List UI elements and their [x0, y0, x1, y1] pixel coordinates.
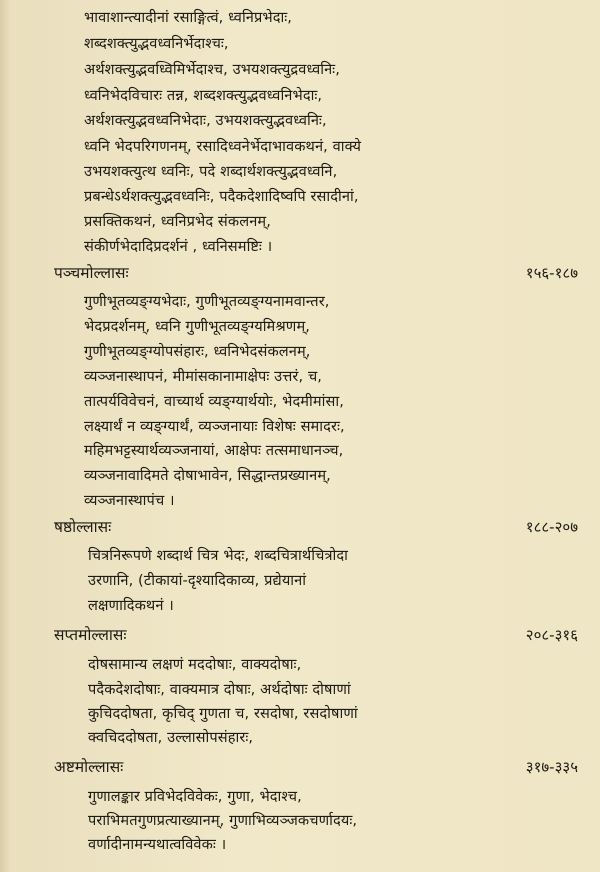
text-line: महिमभट्टस्यार्थव्यञ्जनायां, आक्षेपः तत्समाधानञ्च, [84, 442, 344, 459]
section-title: षष्ठोल्लासः [54, 518, 112, 536]
text-line: प्रसक्तिकथनं, ध्वनिप्रभेद संकलनम्, [84, 213, 271, 230]
text-line: प्रबन्धेऽर्थशक्त्युद्भवध्वनिः, पदैकदेशादिष्वपि रसादीनां, [84, 188, 359, 205]
text-line: अर्थशक्त्युद्भवध्वनिभेदाः, उभयशक्त्युद्भवध्वनिः, [84, 112, 327, 129]
text-line: उभयशक्त्युत्थ ध्वनिः, पदे शब्दार्थशक्त्युद्भवध्वनि, [84, 163, 338, 180]
section-title: सप्तमोल्लासः [54, 626, 127, 644]
page-range: १८८-२०७ [525, 518, 578, 536]
text-line: दोषसामान्य लक्षणं मददोषाः, वाक्यदोषाः, [88, 656, 302, 673]
page-range: ३१७-३३५ [525, 758, 578, 776]
section-title: अष्टमोल्लासः [54, 758, 124, 776]
page-range: १५६-१८७ [525, 264, 578, 282]
text-line: गुणीभूतव्यङ्ग्यभेदाः, गुणीभूतव्यङ्ग्यनामवान्तर, [84, 293, 330, 310]
text-line: उरणानि, (टीकायां-दृश्यादिकाव्य, प्रद्येयानां [88, 572, 307, 589]
text-line: पराभिमतगुणप्रत्याख्यानम्, गुणाभिव्यञ्जकचर्णादयः, [88, 812, 358, 829]
text-line: भावाशान्त्यादीनां रसाङ्गित्वं, ध्वनिप्रभेदाः, [84, 9, 293, 26]
text-line: व्यञ्जनास्थापंच । [84, 492, 175, 509]
text-line: तात्पर्यविवेचनं, वाच्यार्थ व्यङ्ग्यार्थयोः, भेदमीमांसा, [84, 393, 344, 410]
text-line: लक्ष्यार्थं न व्यङ्ग्यार्थं, व्यञ्जनायाः विशेषः समादरः, [84, 418, 345, 435]
page-range: २०८-३१६ [525, 626, 578, 644]
text-line: ध्वनि भेदपरिगणनम्, रसादिध्वनेर्भेदाभावकथनं, वाक्ये [84, 138, 362, 155]
text-line: शब्दशक्त्युद्भवध्वनिर्भेदाश्चः, [84, 35, 229, 52]
text-line: वर्णादीनामन्यथात्वविवेकः । [88, 836, 227, 853]
text-line: कुचिददोषता, कृचिद् गुणता च, रसदोषा, रसदोषाणां [88, 705, 358, 722]
text-line: व्यञ्जनास्थापनं, मीमांसकानामाक्षेपः उत्तरं, च, [84, 368, 323, 385]
text-line: व्यञ्जनावादिमते दोषाभावेन, सिद्धान्तप्रख्यानम्, [84, 467, 331, 484]
text-line: गुणीभूतव्यङ्ग्योपसंहारः, ध्वनिभेदसंकलनम्, [84, 343, 311, 360]
text-line: लक्षणादिकथनं । [88, 597, 174, 614]
text-line: गुणालङ्कार प्रविभेदविवेकः, गुणा, भेदाश्च, [88, 788, 302, 805]
text-line: चित्रनिरूपणे शब्दार्थ चित्र भेदः, शब्दचित्रार्थचित्रोदा [88, 547, 349, 564]
text-line: पदैकदेशदोषाः, वाक्यमात्र दोषाः, अर्थदोषाः दोषाणां [88, 681, 351, 698]
section-title: पञ्चमोल्लासः [54, 264, 129, 282]
text-line: भेदप्रदर्शनम्, ध्वनि गुणीभूतव्यङ्ग्यमिश्रणम्, [84, 318, 311, 335]
text-line: अर्थशक्त्युद्भवध्विमिर्भेदाश्च, उभयशक्त्युद्रवध्वनिः, [84, 61, 340, 78]
text-line: ध्वनिभेदविचारः तन्न, शब्दशक्त्युद्भवध्वनिभेदाः, [84, 87, 323, 104]
text-line: क्वचिददोषता, उल्लासोपसंहारः, [88, 729, 254, 746]
text-line: संकीर्णभेदादिप्रदर्शनं , ध्वनिसमष्टिः । [84, 238, 273, 255]
